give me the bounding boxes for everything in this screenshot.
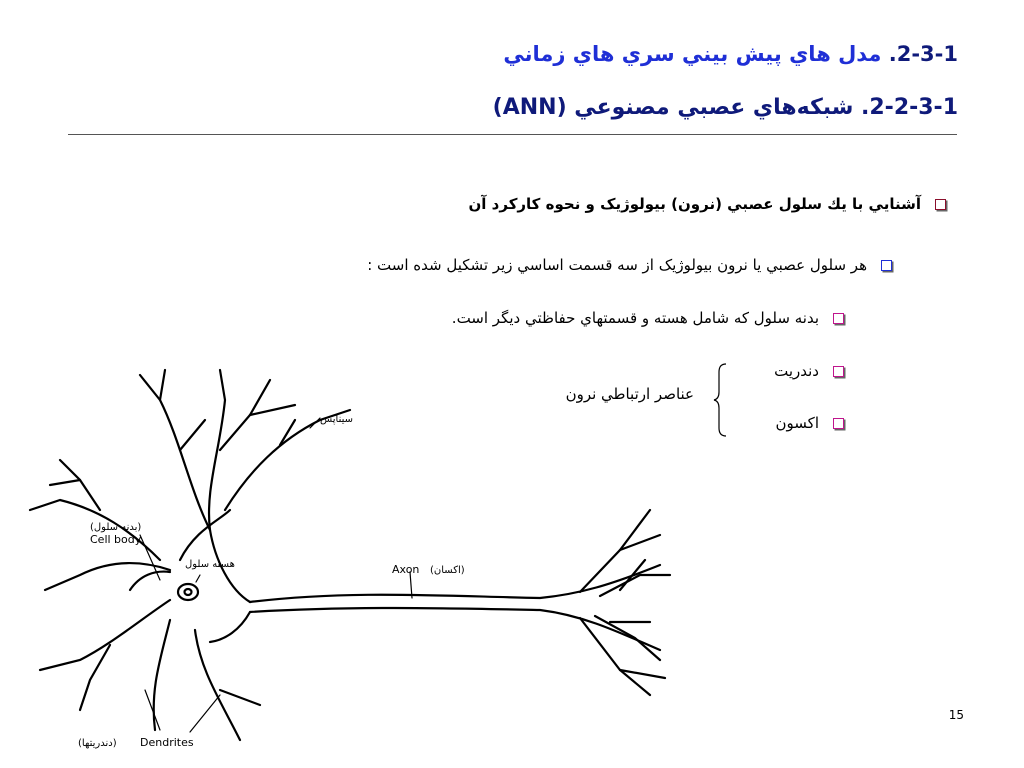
subsection-title: 2-2-3-1. شبکه‌هاي عصبي مصنوعي (ANN)	[492, 95, 958, 120]
page-number: 15	[948, 708, 964, 722]
axon-en-label: Axon	[392, 563, 420, 576]
bullet-dendrite	[774, 362, 844, 380]
bullet-cell-body	[452, 309, 844, 327]
checkbox-bullet-icon	[833, 366, 844, 377]
bullet-text: بدنه سلول كه شامل هسته و قسمتهاي حفاظتي ديگر است.	[451, 309, 819, 327]
bullet-text: آشنايي با يك سلول عصبي (نرون) بيولوژيک و نحوه كاركرد آن	[468, 195, 921, 213]
bullet-neuron-parts	[367, 256, 892, 274]
title-divider	[68, 134, 957, 135]
neuron-diagram	[20, 360, 680, 750]
cell-body-fa-label: (بدنه سلول)	[90, 522, 142, 533]
axon-fa-label: (اكسان)	[430, 565, 465, 576]
bullet-axon	[776, 414, 844, 432]
nucleus-label: هسته سلول	[185, 559, 235, 570]
dendrites-fa-label: (دندريتها)	[78, 738, 117, 749]
section-title	[503, 42, 958, 66]
section-number: 2-3-1.	[888, 42, 958, 66]
dendrites-en-label: Dendrites	[140, 736, 194, 749]
bullet-text: اكسون	[775, 414, 819, 432]
bullet-text: هر سلول عصبي يا نرون بيولوژيک از سه قسمت اساسي زير تشكيل شده است :	[367, 256, 867, 274]
checkbox-bullet-icon	[881, 260, 892, 271]
cell-body-en-label: Cell body	[90, 533, 142, 546]
bullet-neuron-intro	[469, 195, 947, 213]
checkbox-bullet-icon	[833, 313, 844, 324]
checkbox-bullet-icon	[833, 418, 844, 429]
section-title-text: مدل هاي پيش بيني سري هاي زماني	[503, 42, 882, 66]
curly-brace-icon	[712, 362, 728, 438]
synapse-label: سيناپس	[320, 414, 353, 425]
checkbox-bullet-icon	[935, 199, 946, 210]
bullet-text: دندريت	[774, 362, 819, 380]
connection-elements-label: عناصر ارتباطي نرون	[565, 385, 694, 403]
